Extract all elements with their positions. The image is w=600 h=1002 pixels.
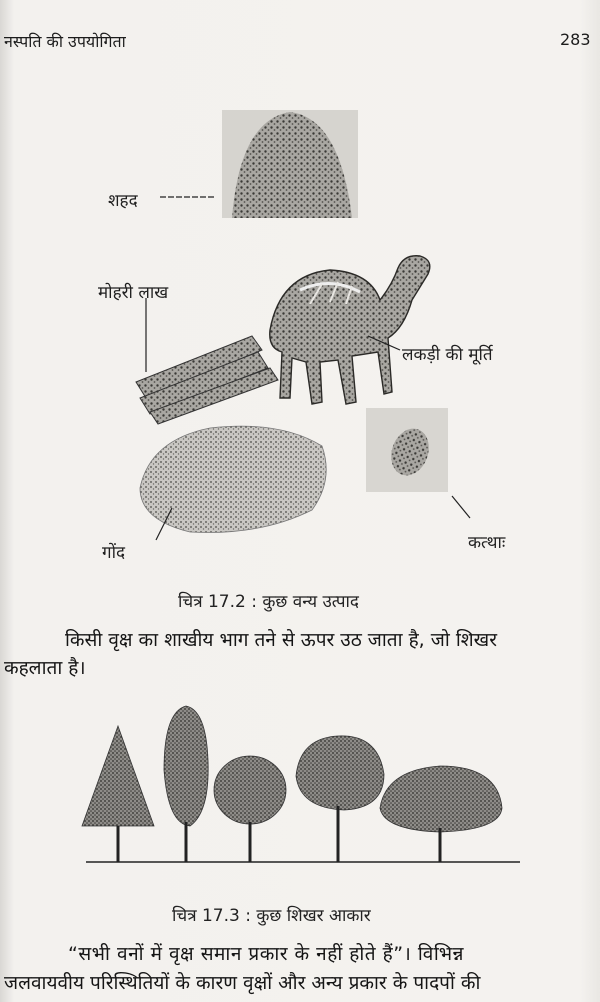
label-lac: मोहरी लाख [98, 283, 169, 303]
running-header-title: नस्पति की उपयोगिता [4, 32, 126, 51]
figure-17-3-caption: चित्र 17.3 : कुछ शिखर आकार [172, 906, 371, 926]
paragraph-2-line-1: “सभी वनों में वृक्ष समान प्रकार के नहीं होते हैं”। विभिन्न [68, 943, 464, 965]
label-wood-statue: लकड़ी की मूर्ति [402, 345, 493, 365]
umbrella-tree [380, 766, 502, 862]
paragraph-1-line-1: किसी वृक्ष का शाखीय भाग तने से ऊपर उठ जाता है, जो शिखर [65, 629, 497, 651]
label-gum: गोंद [102, 543, 126, 563]
spreading-tree [296, 736, 384, 862]
paragraph-2-line-2: जलवायवीय परिस्थितियों के कारण वृक्षों और अन्य प्रकार के पादपों की [4, 972, 481, 994]
conical-tree [82, 726, 154, 862]
label-honey: शहद [108, 191, 138, 211]
round-tree [214, 756, 286, 862]
page-number: 283 [560, 30, 591, 49]
columnar-tree [164, 706, 208, 862]
figure-17-2-caption: चित्र 17.2 : कुछ वन्य उत्पाद [178, 592, 359, 612]
paragraph-1-line-2: कहलाता है। [4, 657, 86, 679]
label-katha: कत्थाः [468, 533, 506, 553]
